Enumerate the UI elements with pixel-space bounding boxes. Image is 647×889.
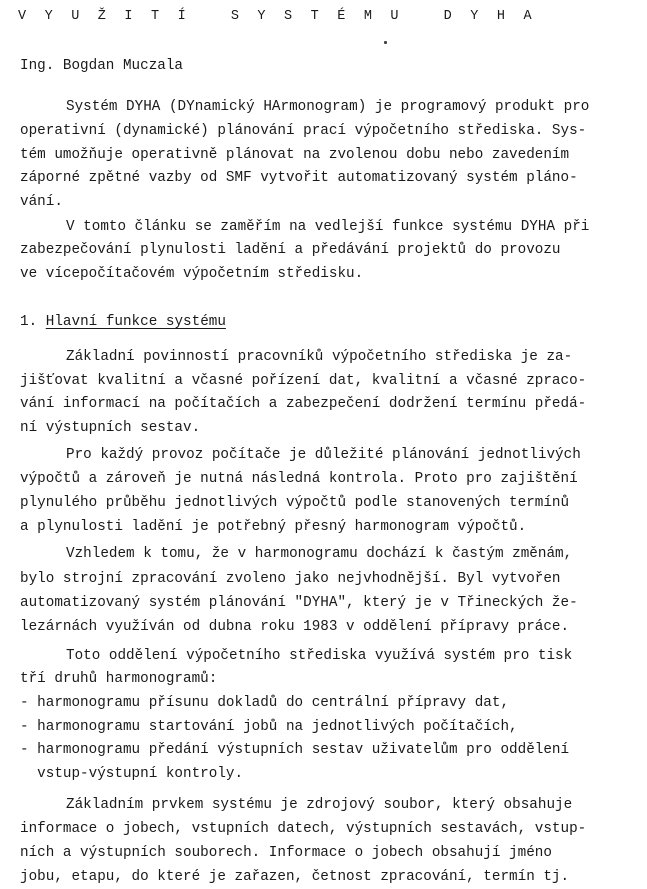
text-line: výpočtů a zároveň je nutná následná kontrola. Proto pro zajištění bbox=[20, 471, 578, 487]
text-line: zabezpečování plynulosti ladění a předávání projektů do provozu bbox=[20, 242, 561, 258]
text-line: automatizovaný systém plánování "DYHA", který je v Třineckých že- bbox=[20, 595, 578, 611]
scan-speck bbox=[384, 41, 387, 44]
section-number: 1. bbox=[20, 314, 38, 330]
text-line: Toto oddělení výpočetního střediska využívá systém pro tisk bbox=[66, 648, 573, 664]
text-line: vání. bbox=[20, 194, 63, 210]
text-line: operativní (dynamické) plánování prací výpočetního střediska. Sys- bbox=[20, 123, 587, 139]
text-line: informace o jobech, vstupních datech, výstupních sestavách, vstup- bbox=[20, 821, 587, 837]
list-item: - harmonogramu startování jobů na jednotlivých počítačích, bbox=[20, 719, 518, 735]
text-line: tém umožňuje operativně plánovat na zvolenou dobu nebo zavedením bbox=[20, 147, 570, 163]
text-line: záporné zpětné vazby od SMF vytvořit automatizovaný systém pláno- bbox=[20, 170, 578, 186]
list-item: - harmonogramu přísunu dokladů do centrální přípravy dat, bbox=[20, 695, 510, 711]
text-line: jišťovat kvalitní a včasné pořízení dat, kvalitní a včasné zpraco- bbox=[20, 373, 587, 389]
text-line: Základní povinností pracovníků výpočetního střediska je za- bbox=[66, 349, 573, 365]
text-line: a plynulosti ladění je potřebný přesný harmonogram výpočtů. bbox=[20, 519, 527, 535]
text-line: jobu, etapu, do které je zařazen, četnost zpracování, termín tj. bbox=[20, 869, 570, 885]
text-line: ní výstupních sestav. bbox=[20, 420, 201, 436]
section-title: Hlavní funkce systému bbox=[45, 314, 226, 330]
text-line: tří druhů harmonogramů: bbox=[20, 671, 218, 687]
document-title: V Y U Ž I T Í S Y S T É M U D Y H A bbox=[18, 9, 537, 24]
section-heading bbox=[20, 314, 647, 330]
text-line: plynulého průběhu jednotlivých výpočtů podle stanovených termínů bbox=[20, 495, 570, 511]
author-line: Ing. Bogdan Muczala bbox=[20, 58, 184, 74]
list-item: vstup-výstupní kontroly. bbox=[20, 766, 244, 782]
text-line: ve vícepočítačovém výpočetním středisku. bbox=[20, 266, 364, 282]
text-line: Základním prvkem systému je zdrojový soubor, který obsahuje bbox=[66, 797, 573, 813]
text-line: Pro každý provoz počítače je důležité plánování jednotlivých bbox=[66, 447, 581, 463]
text-line: lezárnách využíván od dubna roku 1983 v oddělení přípravy práce. bbox=[20, 619, 570, 635]
text-line: ních a výstupních souborech. Informace o jobech obsahují jméno bbox=[20, 845, 552, 861]
text-line: Systém DYHA (DYnamický HArmonogram) je programový produkt pro bbox=[66, 99, 590, 115]
text-line: V tomto článku se zaměřím na vedlejší funkce systému DYHA při bbox=[66, 219, 590, 235]
text-line: vání informací na počítačích a zabezpečení dodržení termínu předá- bbox=[20, 396, 587, 412]
list-item: - harmonogramu předání výstupních sestav uživatelům pro oddělení bbox=[20, 742, 570, 758]
text-line: bylo strojní zpracování zvoleno jako nejvhodnější. Byl vytvořen bbox=[20, 571, 561, 587]
text-line: Vzhledem k tomu, že v harmonogramu dochází k častým změnám, bbox=[66, 546, 573, 562]
